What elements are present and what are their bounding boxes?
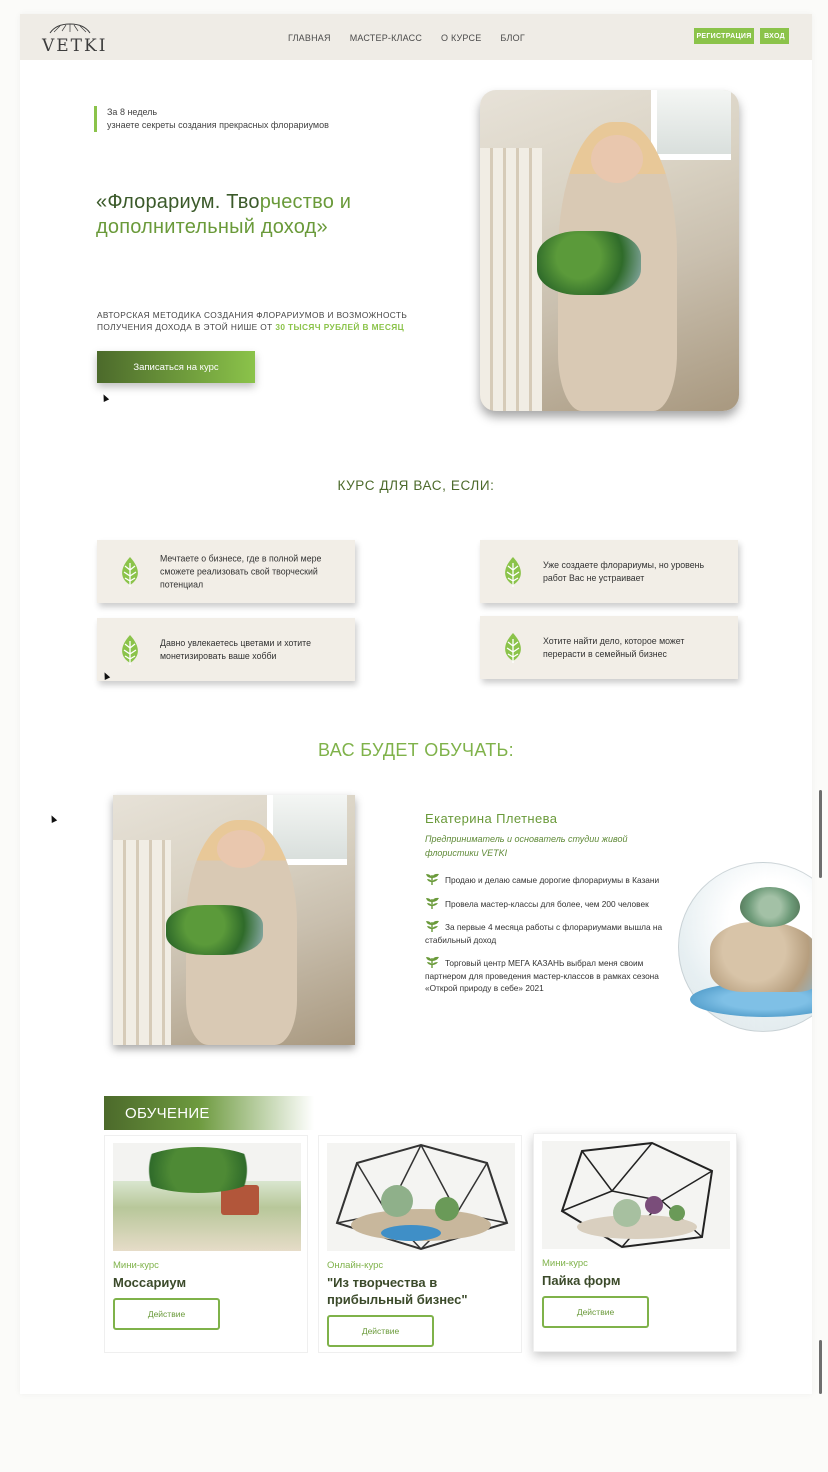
florarium-shape (537, 231, 641, 295)
teacher-fact (425, 898, 675, 911)
teacher-fact-text: Торговый центр МЕГА КАЗАНЬ выбрал меня своим партнером для проведения мастер-классов в рамках сезона «Открой природу в себе» 2021 (425, 958, 659, 993)
leaf-icon (500, 632, 526, 664)
for-whom-card (97, 540, 355, 603)
course-action-button[interactable]: Действие (327, 1315, 434, 1347)
hero-photo (480, 90, 739, 411)
teacher-fact-text: Провела мастер-классы для более, чем 200 человек (445, 898, 649, 909)
teacher-fact-text: За первые 4 месяца работы с флорариумами вышла на стабильный доход (425, 922, 663, 945)
for-whom-text: Давно увлекаетесь цветами и хотите монетизировать ваше хобби (160, 637, 311, 661)
sprout-icon (425, 955, 440, 969)
for-whom-text: Мечтаете о бизнесе, где в полной мере сможете реализовать свой творческий потенциал (160, 553, 322, 589)
scrollbar-thumb[interactable] (819, 1340, 822, 1394)
chair-shape (113, 840, 171, 1045)
course-kind: Мини-курс (113, 1260, 159, 1271)
hero-title-part1: «Флорариум. Тво (96, 191, 260, 213)
geometric-terrarium-shape (327, 1143, 515, 1251)
leaf-icon (117, 634, 143, 666)
florarium-shape (166, 905, 263, 955)
scrollbar-thumb[interactable] (819, 790, 822, 878)
window-shape (651, 90, 731, 160)
course-kind: Мини-курс (542, 1258, 588, 1269)
succulent-shape (740, 887, 800, 927)
course-card[interactable] (104, 1135, 308, 1353)
nav-blog[interactable]: БЛОГ (500, 33, 525, 43)
sprout-icon (425, 919, 440, 933)
logo[interactable] (42, 26, 107, 56)
face-shape (591, 135, 643, 183)
site-header (20, 14, 812, 60)
course-image (542, 1141, 730, 1249)
course-kind: Онлайн-курс (327, 1260, 384, 1271)
leaf-icon (500, 556, 526, 588)
tree-logo-icon (46, 22, 94, 34)
course-image (113, 1143, 301, 1251)
for-whom-title: КУРС ДЛЯ ВАС, ЕСЛИ: (337, 478, 495, 493)
register-button[interactable]: РЕГИСТРАЦИЯ (694, 28, 754, 44)
hero-subtitle (97, 309, 427, 333)
hero-lead-line2: узнаете секреты создания прекрасных флорариумов (107, 120, 329, 130)
for-whom-text: Уже создаете флорариумы, но уровень работ Вас не устраивает (543, 559, 705, 583)
hero-lead-line1: За 8 недель (107, 107, 158, 117)
course-action-button[interactable]: Действие (542, 1296, 649, 1328)
login-button[interactable]: ВХОД (760, 28, 789, 44)
nav-about-course[interactable]: О КУРСЕ (441, 33, 482, 43)
teacher-facts (425, 874, 675, 1006)
course-image (327, 1143, 515, 1251)
nav-master-class[interactable]: МАСТЕР-КЛАСС (349, 33, 423, 43)
course-name: Пайка форм (542, 1273, 621, 1288)
teacher-name: Екатерина Плетнева (425, 811, 558, 826)
sprout-icon (425, 896, 440, 910)
course-name: "Из творчества в прибыльный бизнес" (327, 1275, 468, 1307)
leaf-icon (117, 556, 143, 588)
geometric-terrarium-shape (542, 1141, 730, 1249)
teacher-role: Предприниматель и основатель студии живой флористики VETKI (425, 834, 628, 858)
course-card[interactable] (533, 1133, 737, 1352)
teacher-fact (425, 921, 675, 946)
for-whom-card (480, 616, 738, 679)
face-shape (217, 830, 265, 868)
logo-text: VETKI (42, 36, 108, 56)
for-whom-text: Хотите найти дело, которое может перерасти в семейный бизнес (543, 635, 685, 659)
course-name: Моссариум (113, 1275, 187, 1290)
teacher-fact-text: Продаю и делаю самые дорогие флорариумы в Казани (445, 875, 660, 885)
landing-page (20, 14, 812, 1394)
teacher-photo (113, 795, 355, 1045)
teacher-fact (425, 874, 675, 887)
teacher-fact (425, 957, 675, 995)
sprout-icon (425, 872, 440, 886)
hero-title-part2: рчество и дополнительный доход» (96, 191, 352, 238)
chair-shape (480, 148, 542, 411)
for-whom-card (480, 540, 738, 603)
hero-subtitle-highlight: 30 ТЫСЯЧ РУБЛЕЙ В МЕСЯЦ (275, 322, 405, 332)
course-card[interactable] (318, 1135, 522, 1353)
tree-shape (133, 1147, 263, 1193)
enroll-button[interactable]: Записаться на курс (97, 351, 255, 383)
hero-lead (94, 106, 329, 132)
hero-subtitle-text: АВТОРСКАЯ МЕТОДИКА СОЗДАНИЯ ФЛОРАРИУМОВ И ВОЗМОЖНОСТЬ ПОЛУЧЕНИЯ ДОХОДА В ЭТОЙ НИШЕ ОТ (97, 310, 408, 332)
terrarium-image (670, 842, 812, 1062)
main-nav (288, 33, 525, 43)
nav-home[interactable]: ГЛАВНАЯ (288, 33, 331, 43)
hero-title (96, 190, 426, 240)
rocks-shape (710, 922, 812, 992)
teacher-section-title: ВАС БУДЕТ ОБУЧАТЬ: (318, 740, 514, 760)
course-action-button[interactable]: Действие (113, 1298, 220, 1330)
training-title: ОБУЧЕНИЕ (104, 1096, 314, 1130)
for-whom-card (97, 618, 355, 681)
